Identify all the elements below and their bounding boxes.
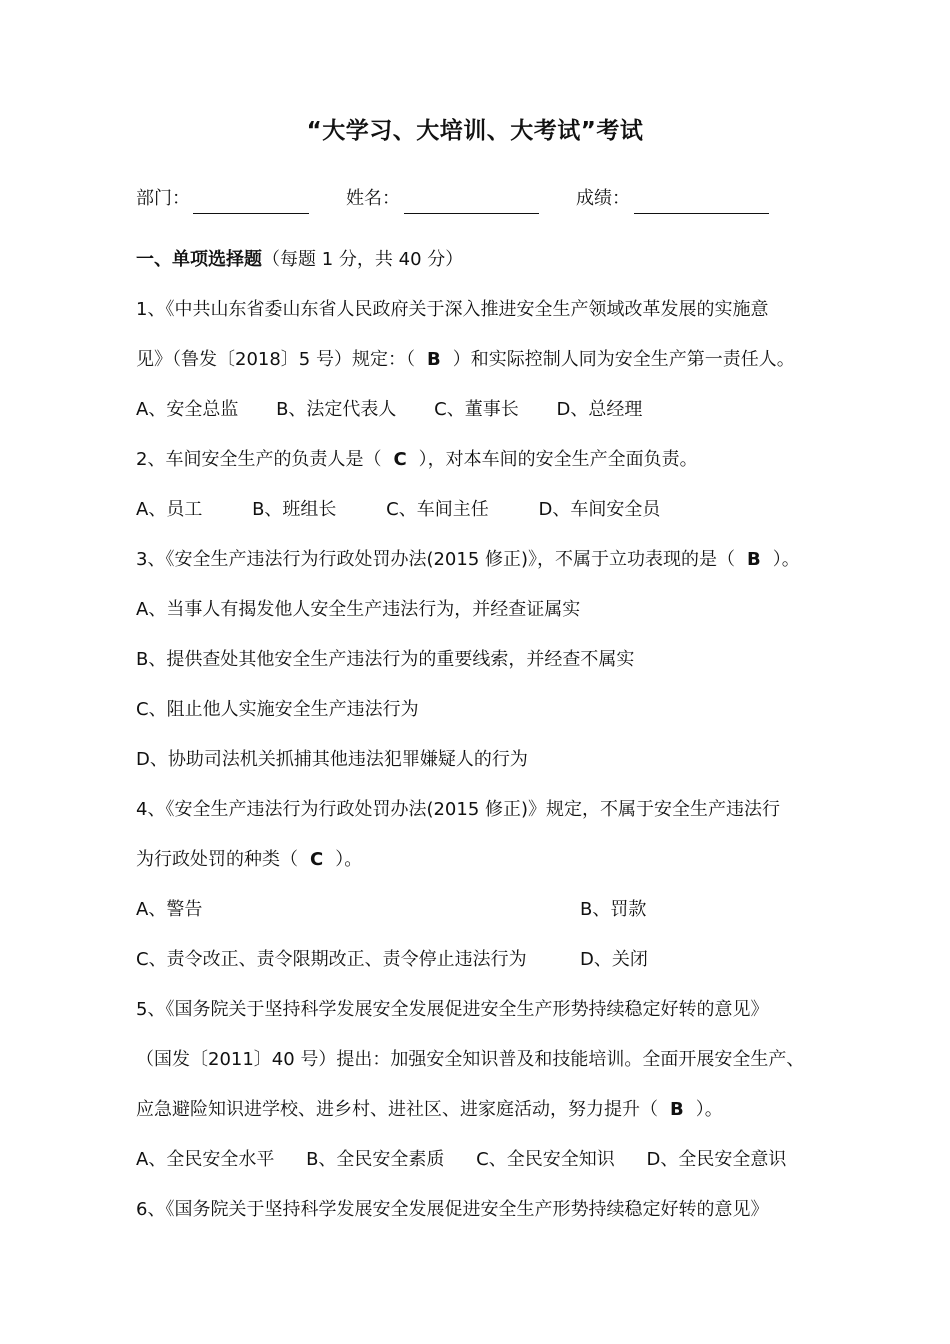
name-label: 姓名： <box>346 188 400 209</box>
question-5-stem-line-3 <box>136 1097 723 1123</box>
question-5-stem-line-2: （国发〔2011〕40 号）提出：加强安全知识普及和技能培训。全面开展安全生产、 <box>136 1049 805 1070</box>
section-heading-line <box>136 247 463 273</box>
question-4-option-b: B、罚款 <box>580 899 647 920</box>
question-2-option-c: C、车间主任 <box>386 499 489 520</box>
name-blank[interactable] <box>404 213 539 214</box>
question-2-options <box>136 497 660 523</box>
question-3-stem-pre: 3、《安全生产违法行为行政处罚办法(2015 修正)》，不属于立功表现的是（ <box>136 549 736 570</box>
question-5-option-d: D、全民安全意识 <box>646 1149 787 1170</box>
question-6-stem-line-1: 6、《国务院关于坚持科学发展安全发展促进安全生产形势持续稳定好转的意见》 <box>136 1199 769 1220</box>
question-4-stem-line-1: 4、《安全生产违法行为行政处罚办法(2015 修正)》规定，不属于安全生产违法行 <box>136 799 781 820</box>
question-2-stem-pre: 2、车间安全生产的负责人是（ <box>136 449 382 470</box>
question-1-option-c: C、董事长 <box>434 399 519 420</box>
question-4-stem-pre: 为行政处罚的种类（ <box>136 849 298 870</box>
question-4-option-a: A、警告 <box>136 899 203 920</box>
question-3-option-d: D、协助司法机关抓捕其他违法犯罪嫌疑人的行为 <box>136 749 528 770</box>
department-label: 部门： <box>136 188 190 209</box>
question-2-stem-post: ），对本车间的安全生产全面负责。 <box>418 449 698 470</box>
question-5-option-b: B、全民安全素质 <box>306 1149 445 1170</box>
question-4-option-d: D、关闭 <box>580 949 648 970</box>
question-4-answer: C <box>310 849 324 870</box>
question-1-stem-line-2 <box>136 347 795 373</box>
question-2-option-a: A、员工 <box>136 499 203 520</box>
question-5-stem-pre: 应急避险知识进学校、进乡村、进社区、进家庭活动，努力提升（ <box>136 1099 658 1120</box>
question-1-option-b: B、法定代表人 <box>276 399 397 420</box>
score-field <box>576 184 630 210</box>
question-3-option-a: A、当事人有揭发他人安全生产违法行为，并经查证属实 <box>136 599 581 620</box>
question-3-option-c: C、阻止他人实施安全生产违法行为 <box>136 699 419 720</box>
section-note: （每题 1 分，共 40 分） <box>262 249 464 270</box>
question-5-stem-line-1: 5、《国务院关于坚持科学发展安全发展促进安全生产形势持续稳定好转的意见》 <box>136 999 769 1020</box>
question-3-answer: B <box>747 549 761 570</box>
question-1-option-a: A、安全总监 <box>136 399 239 420</box>
question-5-option-a: A、全民安全水平 <box>136 1149 275 1170</box>
question-2-answer: C <box>393 449 407 470</box>
name-field <box>346 184 400 210</box>
department-field <box>136 184 190 210</box>
question-1-stem-pre: 见》（鲁发〔2018〕5 号）规定：（ <box>136 349 415 370</box>
question-4-stem-line-2 <box>136 847 362 873</box>
question-1-answer: B <box>426 349 441 370</box>
question-2-option-b: B、班组长 <box>252 499 337 520</box>
question-3-stem <box>136 547 800 573</box>
question-2-stem <box>136 447 698 473</box>
question-1-stem-line-1: 1、《中共山东省委山东省人民政府关于深入推进安全生产领域改革发展的实施意 <box>136 299 769 320</box>
question-5-answer: B <box>670 1099 684 1120</box>
question-4-option-c: C、责令改正、责令限期改正、责令停止违法行为 <box>136 949 527 970</box>
question-1-option-d: D、总经理 <box>556 399 643 420</box>
header-fields <box>0 184 950 216</box>
question-3-stem-post: ）。 <box>772 549 800 570</box>
section-heading: 一、单项选择题 <box>136 249 262 270</box>
score-blank[interactable] <box>634 213 769 214</box>
question-3-option-b: B、提供查处其他安全生产违法行为的重要线索，并经查不属实 <box>136 649 635 670</box>
question-1-options <box>136 397 642 423</box>
question-5-option-c: C、全民安全知识 <box>476 1149 615 1170</box>
question-2-option-d: D、车间安全员 <box>538 499 661 520</box>
score-label: 成绩： <box>576 188 630 209</box>
question-4-stem-post: ）。 <box>335 849 363 870</box>
question-1-stem-post: ）和实际控制人同为安全生产第一责任人。 <box>452 349 795 370</box>
question-5-stem-post: ）。 <box>695 1099 723 1120</box>
question-5-options <box>136 1147 786 1173</box>
exam-title: “大学习、大培训、大考试”考试 <box>306 118 644 144</box>
department-blank[interactable] <box>193 213 309 214</box>
